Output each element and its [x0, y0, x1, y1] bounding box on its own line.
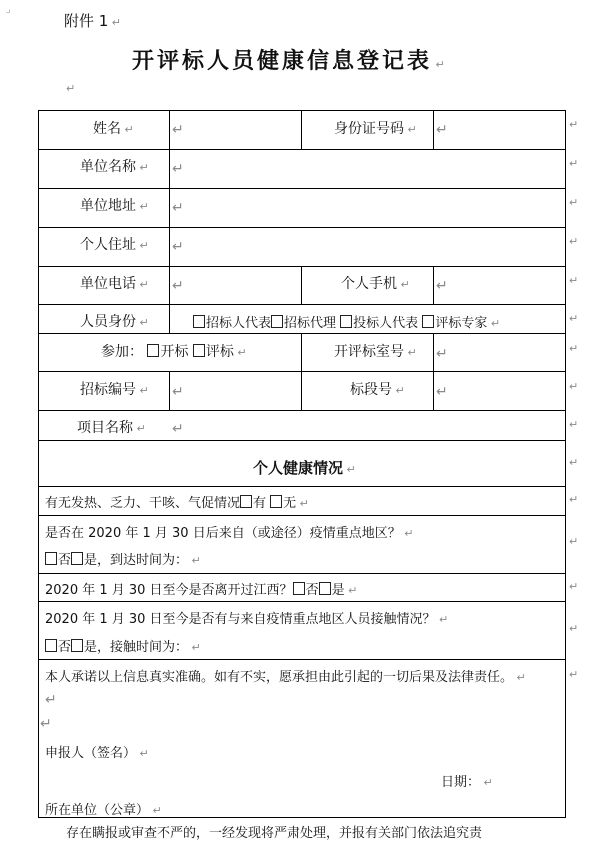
fever-option-yes[interactable]: 有	[240, 492, 266, 511]
room-number-label: 开评标室号 ↵	[334, 344, 417, 360]
unit-address-label: 单位地址 ↵	[80, 198, 149, 214]
checkbox-icon[interactable]	[422, 315, 434, 328]
checkbox-icon[interactable]	[147, 344, 159, 357]
key-area-option-yes[interactable]: 是	[71, 549, 97, 568]
identity-label: 人员身份 ↵	[80, 314, 149, 330]
identity-option-agent[interactable]: 招标代理	[271, 312, 336, 331]
name-field[interactable]: ↵	[172, 122, 184, 138]
signer-field[interactable]: 申报人（签名） ↵	[45, 746, 149, 761]
key-area-option-no[interactable]: 否	[45, 549, 71, 568]
participate-field: 参加： 开标 评标 ↵	[101, 341, 247, 361]
participate-option-evaluation[interactable]: 评标	[193, 341, 234, 361]
paragraph-mark: ↵	[40, 716, 52, 732]
project-name-field[interactable]: ↵	[172, 421, 184, 437]
lot-number-field[interactable]: ↵	[436, 384, 448, 400]
home-address-field[interactable]: ↵	[172, 239, 184, 255]
tender-number-field[interactable]: ↵	[172, 384, 184, 400]
corner-mark: ⌟	[6, 4, 11, 15]
id-number-label: 身份证号码 ↵	[334, 121, 417, 137]
question-from-key-area-answer: 否 是，到达时间为： ↵	[45, 549, 201, 568]
home-address-label: 个人住址 ↵	[80, 237, 149, 253]
identity-options: 招标人代表 招标代理 投标人代表 评标专家 ↵	[193, 312, 500, 331]
checkbox-icon[interactable]	[293, 582, 305, 595]
lot-number-label: 标段号 ↵	[350, 382, 405, 398]
health-heading: 个人健康情况 ↵	[253, 459, 356, 477]
checkbox-icon[interactable]	[319, 582, 331, 595]
unit-seal-field[interactable]: 所在单位（公章） ↵	[45, 803, 162, 818]
checkbox-icon[interactable]	[45, 639, 57, 652]
name-label: 姓名 ↵	[93, 121, 134, 137]
question-contact: 2020 年 1 月 30 日至今是否有与来自疫情重点地区人员接触情况？ ↵	[45, 612, 449, 627]
question-fever: 有无发热、乏力、干咳、气促情况 有 无 ↵	[45, 492, 309, 511]
left-jiangxi-option-no[interactable]: 否	[293, 579, 319, 598]
date-field[interactable]: 日期： ↵	[441, 775, 493, 790]
participate-option-opening[interactable]: 开标	[147, 341, 188, 361]
left-jiangxi-option-yes[interactable]: 是	[319, 579, 345, 598]
checkbox-icon[interactable]	[193, 344, 205, 357]
checkbox-icon[interactable]	[71, 552, 83, 565]
checkbox-icon[interactable]	[271, 315, 283, 328]
question-left-jiangxi: 2020 年 1 月 30 日至今是否离开过江西？ 否 是 ↵	[45, 579, 357, 598]
attachment-label: 附件 1 ↵	[64, 12, 122, 30]
checkbox-icon[interactable]	[270, 495, 282, 508]
checkbox-icon[interactable]	[193, 315, 205, 328]
unit-name-label: 单位名称 ↵	[80, 159, 149, 175]
question-from-key-area: 是否在 2020 年 1 月 30 日后来自（或途径）疫情重点地区？ ↵	[45, 526, 414, 541]
declaration-promise: 本人承诺以上信息真实准确。如有不实，愿承担由此引起的一切后果及法律责任。 ↵	[45, 670, 526, 685]
tender-number-label: 招标编号 ↵	[80, 382, 149, 398]
id-number-field[interactable]: ↵	[436, 122, 448, 138]
question-contact-answer: 否 是，接触时间为： ↵	[45, 636, 201, 655]
footer-note: 存在瞒报或审查不严的，一经发现将严肃处理，并报有关部门依法追究责	[66, 826, 483, 841]
identity-option-bidder[interactable]: 投标人代表	[340, 312, 418, 331]
unit-phone-label: 单位电话 ↵	[80, 276, 149, 292]
project-name-label: 项目名称 ↵	[77, 420, 146, 436]
paragraph-mark: ↵	[45, 692, 57, 708]
paragraph-mark: ↵	[66, 82, 76, 95]
mobile-label: 个人手机 ↵	[341, 276, 410, 292]
contact-option-yes[interactable]: 是	[71, 636, 97, 655]
page-title: 开评标人员健康信息登记表 ↵	[132, 48, 445, 74]
unit-name-field[interactable]: ↵	[172, 161, 184, 177]
fever-option-no[interactable]: 无	[270, 492, 296, 511]
identity-option-tenderee[interactable]: 招标人代表	[193, 312, 271, 331]
identity-option-expert[interactable]: 评标专家	[422, 312, 487, 331]
checkbox-icon[interactable]	[340, 315, 352, 328]
checkbox-icon[interactable]	[71, 639, 83, 652]
checkbox-icon[interactable]	[45, 552, 57, 565]
unit-address-field[interactable]: ↵	[172, 200, 184, 216]
contact-option-no[interactable]: 否	[45, 636, 71, 655]
unit-phone-field[interactable]: ↵	[172, 278, 184, 294]
checkbox-icon[interactable]	[240, 495, 252, 508]
room-number-field[interactable]: ↵	[436, 346, 448, 362]
mobile-field[interactable]: ↵	[436, 278, 448, 294]
